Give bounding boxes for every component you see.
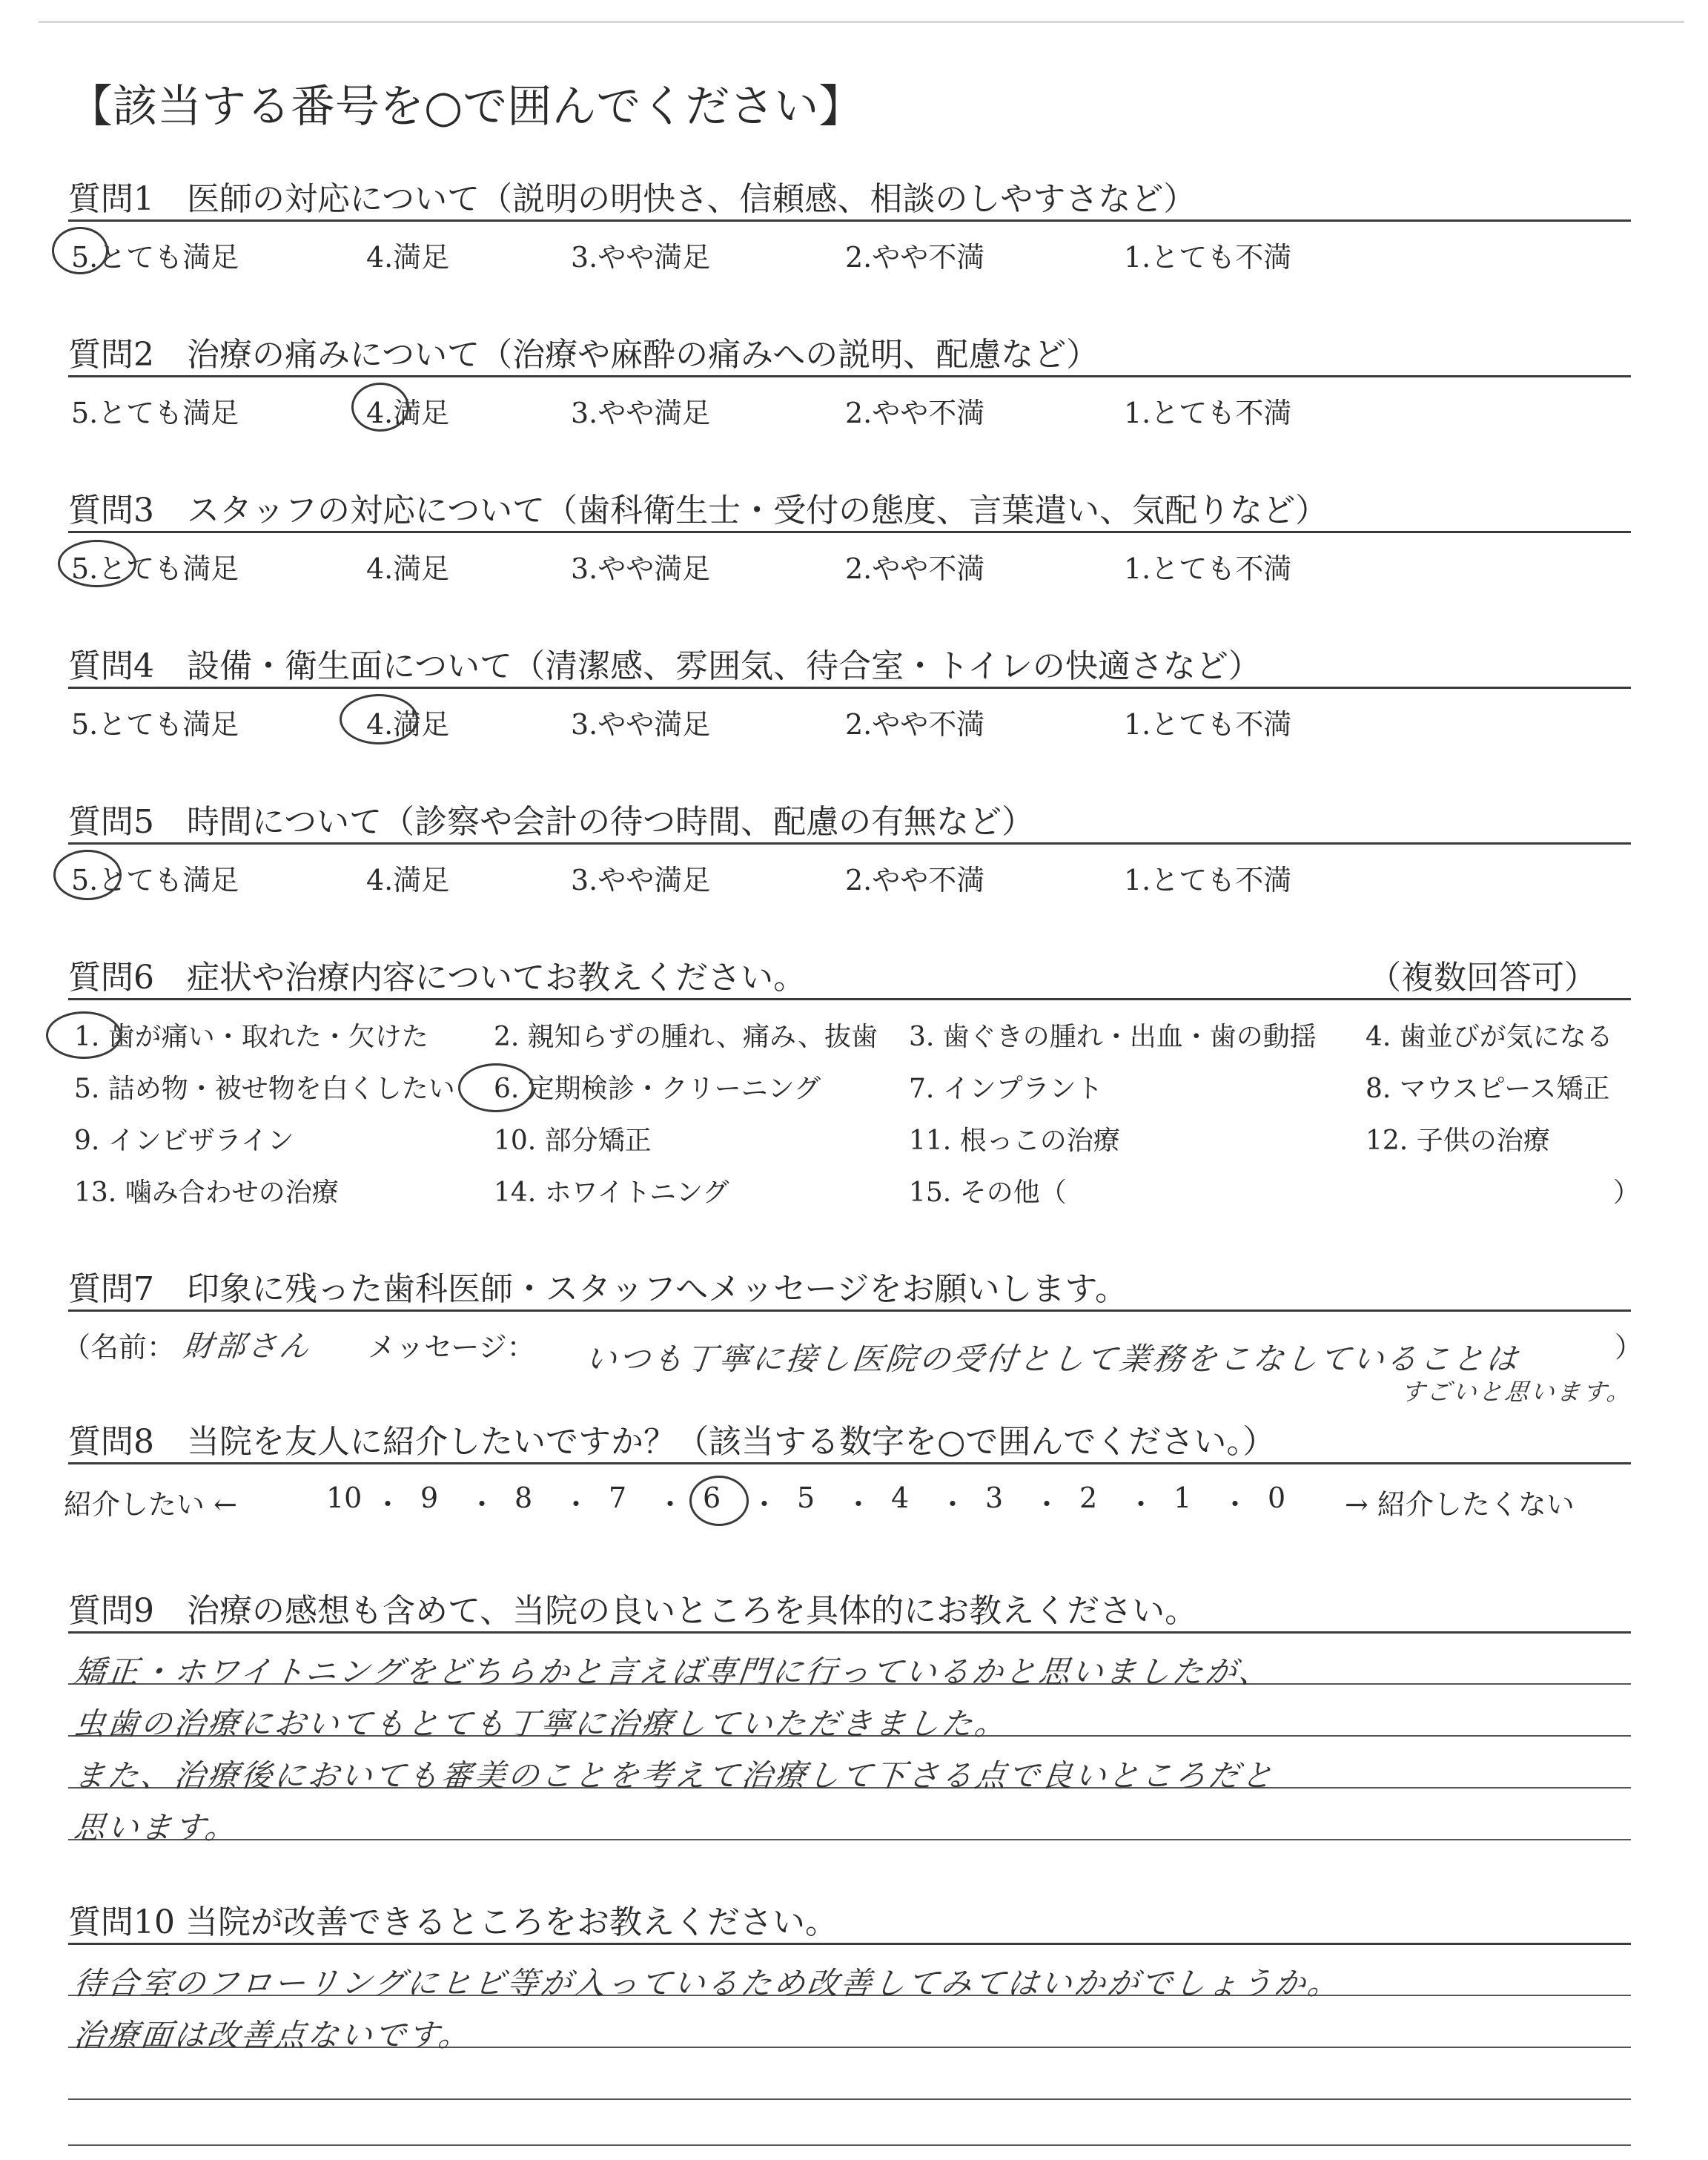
q2-option-5[interactable]: 5.とても満足 — [71, 397, 239, 429]
q10-answer-line — [68, 2144, 1631, 2146]
question-4-rule — [68, 687, 1631, 689]
q8-scale-value-9[interactable]: 9 — [420, 1482, 439, 1514]
question-6-note: （複数回答可） — [1368, 959, 1597, 997]
q9-answer-line-4: 思います。 — [72, 1809, 240, 1846]
question-10-rule — [68, 1943, 1631, 1945]
question-7-title: 質問7 印象に残った歯科医師・スタッフへメッセージをお願いします。 — [68, 1270, 1128, 1308]
q8-right-label: → 紹介したくない — [1345, 1488, 1575, 1521]
q6-option-12[interactable]: 12. 子供の治療 — [1366, 1126, 1550, 1156]
q2-option-3[interactable]: 3.やや満足 — [571, 397, 711, 429]
q6-option-11[interactable]: 11. 根っこの治療 — [909, 1126, 1120, 1156]
q9-answer-line-2: 虫歯の治療においてもとても丁寧に治療していただきました。 — [72, 1705, 1010, 1742]
question-2-rule — [68, 375, 1631, 377]
q5-option-3[interactable]: 3.やや満足 — [571, 864, 711, 896]
q10-answer-line — [68, 2098, 1631, 2100]
q6-option-14[interactable]: 14. ホワイトニング — [494, 1178, 729, 1208]
q5-option-2[interactable]: 2.やや不満 — [845, 864, 985, 896]
q6-option-13[interactable]: 13. 噛み合わせの治療 — [74, 1178, 339, 1208]
q7-name-value: 財部さん — [182, 1330, 314, 1364]
q6-other-close-paren: ） — [1613, 1178, 1641, 1208]
q4-option-4[interactable]: 4.満足 — [366, 708, 450, 741]
question-9-rule — [68, 1631, 1631, 1634]
q4-option-2[interactable]: 2.やや不満 — [845, 708, 985, 741]
q9-answer-line-3: また、治療後においても審美のことを考えて治療して下さる点で良いところだと — [72, 1757, 1277, 1794]
q9-answer-line — [68, 1839, 1631, 1840]
q2-option-4[interactable]: 4.満足 — [366, 397, 450, 429]
q8-scale-value-7[interactable]: 7 — [609, 1482, 627, 1514]
question-9-title: 質問9 治療の感想も含めて、当院の良いところを具体的にお教えください。 — [68, 1592, 1198, 1630]
q6-option-5[interactable]: 5. 詰め物・被せ物を白くしたい — [74, 1074, 455, 1104]
question-1-rule — [68, 219, 1631, 222]
q5-option-4[interactable]: 4.満足 — [366, 864, 450, 896]
question-3-rule — [68, 531, 1631, 533]
q7-message-line-1: いつも丁寧に接し医院の受付として業務をこなしていることは — [583, 1341, 1522, 1377]
q1-selection-circle — [52, 227, 108, 274]
q2-option-1[interactable]: 1.とても不満 — [1124, 397, 1292, 429]
q8-scale-value-10[interactable]: 10 — [326, 1482, 363, 1514]
q8-scale-separator: ・ — [844, 1488, 873, 1521]
q2-option-2[interactable]: 2.やや不満 — [845, 397, 985, 429]
q8-scale-separator: ・ — [374, 1488, 403, 1521]
q8-scale-value-0[interactable]: 0 — [1268, 1482, 1286, 1514]
q6-option-8[interactable]: 8. マウスピース矯正 — [1366, 1074, 1610, 1104]
q6-selection-circle-1 — [46, 1011, 122, 1059]
q3-option-4[interactable]: 4.満足 — [366, 552, 450, 585]
question-8-rule — [68, 1462, 1631, 1464]
q7-message-line-2: すごいと思います。 — [1399, 1378, 1635, 1406]
q1-option-4[interactable]: 4.満足 — [366, 241, 450, 274]
q8-scale-value-2[interactable]: 2 — [1079, 1482, 1098, 1514]
q8-scale-separator: ・ — [1221, 1488, 1250, 1521]
q8-scale-value-5[interactable]: 5 — [797, 1482, 815, 1514]
q6-option-3[interactable]: 3. 歯ぐきの腫れ・出血・歯の動揺 — [909, 1022, 1317, 1052]
question-2-title: 質問2 治療の痛みについて（治療や麻酔の痛みへの説明、配慮など） — [68, 336, 1099, 374]
form-header: 【該当する番号を○で囲んでください】 — [68, 81, 864, 133]
question-6-rule — [68, 998, 1631, 1000]
q5-option-1[interactable]: 1.とても不満 — [1124, 864, 1292, 896]
q7-message-label: メッセージ： — [368, 1331, 535, 1364]
q4-option-1[interactable]: 1.とても不満 — [1124, 708, 1292, 741]
q8-scale-separator: ・ — [1033, 1488, 1062, 1521]
q6-option-1[interactable]: 1. 歯が痛い・取れた・欠けた — [74, 1022, 428, 1052]
q6-option-15[interactable]: 15. その他（ — [909, 1178, 1067, 1208]
q8-scale-separator: ・ — [656, 1488, 685, 1521]
question-8-title: 質問8 当院を友人に紹介したいですか？（該当する数字を○で囲んでください。） — [68, 1423, 1276, 1461]
q6-option-9[interactable]: 9. インビザライン — [74, 1126, 294, 1156]
question-5-rule — [68, 842, 1631, 845]
q10-answer-line-2: 治療面は改善点ないです。 — [72, 2017, 474, 2053]
q1-option-1[interactable]: 1.とても不満 — [1124, 241, 1292, 274]
q8-left-label: 紹介したい ← — [64, 1488, 237, 1521]
q8-scale-separator: ・ — [750, 1488, 779, 1521]
q7-close-paren: ） — [1615, 1331, 1644, 1364]
question-7-rule — [68, 1309, 1631, 1312]
question-5-title: 質問5 時間について（診察や会計の待つ時間、配慮の有無など） — [68, 803, 1035, 841]
q4-option-5[interactable]: 5.とても満足 — [71, 708, 239, 741]
q1-option-3[interactable]: 3.やや満足 — [571, 241, 711, 274]
q6-option-7[interactable]: 7. インプラント — [909, 1074, 1103, 1104]
q3-option-1[interactable]: 1.とても不満 — [1124, 552, 1292, 585]
q5-option-5[interactable]: 5.とても満足 — [71, 864, 239, 896]
q1-option-5[interactable]: 5.とても満足 — [71, 241, 239, 274]
q8-scale-value-1[interactable]: 1 — [1174, 1482, 1192, 1514]
question-6-title: 質問6 症状や治療内容についてお教えください。 — [68, 959, 807, 997]
q3-option-5[interactable]: 5.とても満足 — [71, 552, 239, 585]
question-4-title: 質問4 設備・衛生面について（清潔感、雰囲気、待合室・トイレの快適さなど） — [68, 647, 1261, 685]
q6-option-10[interactable]: 10. 部分矯正 — [494, 1126, 652, 1156]
q8-scale-value-8[interactable]: 8 — [514, 1482, 533, 1514]
q1-option-2[interactable]: 2.やや不満 — [845, 241, 985, 274]
q6-selection-circle-6 — [458, 1063, 534, 1112]
q8-scale-separator: ・ — [468, 1488, 497, 1521]
question-1-title: 質問1 医師の対応について（説明の明快さ、信頼感、相談のしやすさなど） — [68, 180, 1196, 218]
q3-selection-circle — [58, 540, 136, 587]
q9-answer-line-1: 矯正・ホワイトニングをどちらかと言えば専門に行っているかと思いましたが、 — [72, 1654, 1274, 1690]
q6-option-2[interactable]: 2. 親知らずの腫れ、痛み、抜歯 — [494, 1022, 878, 1052]
q10-answer-line-1: 待合室のフローリングにヒビ等が入っているため改善してみてはいかがでしょうか。 — [72, 1965, 1343, 2001]
q8-selection-circle — [689, 1476, 749, 1526]
q8-scale-separator: ・ — [939, 1488, 967, 1521]
q4-option-3[interactable]: 3.やや満足 — [571, 708, 711, 741]
question-3-title: 質問3 スタッフの対応について（歯科衛生士・受付の態度、言葉遣い、気配りなど） — [68, 492, 1328, 529]
q2-selection-circle — [351, 383, 409, 432]
scan-edge-line — [39, 21, 1684, 23]
q3-option-3[interactable]: 3.やや満足 — [571, 552, 711, 585]
q3-option-2[interactable]: 2.やや不満 — [845, 552, 985, 585]
q8-scale-value-6[interactable]: 6 — [703, 1482, 721, 1514]
question-10-title: 質問10 当院が改善できるところをお教えください。 — [68, 1903, 838, 1941]
q6-option-6[interactable]: 6. 定期検診・クリーニング — [494, 1074, 821, 1104]
q6-option-4[interactable]: 4. 歯並びが気になる — [1366, 1022, 1613, 1052]
q8-scale-separator: ・ — [562, 1488, 591, 1521]
q8-scale-value-3[interactable]: 3 — [985, 1482, 1004, 1514]
q8-scale-separator: ・ — [1127, 1488, 1156, 1521]
q8-scale-value-4[interactable]: 4 — [891, 1482, 910, 1514]
q4-selection-circle — [340, 694, 418, 744]
q7-name-label: （名前： — [62, 1331, 176, 1364]
q5-selection-circle — [53, 850, 122, 900]
